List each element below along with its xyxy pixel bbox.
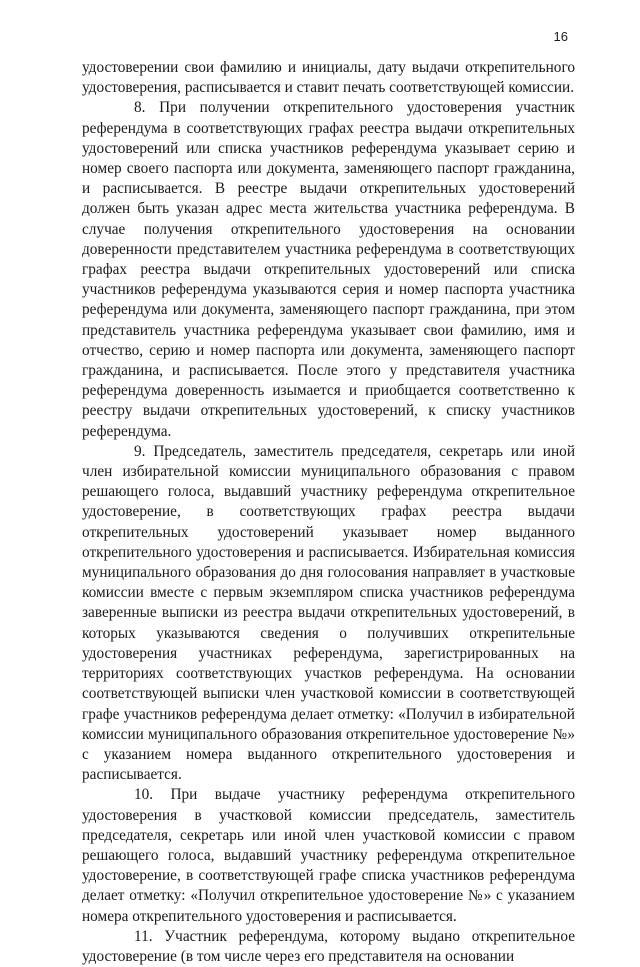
document-body xyxy=(82,58,575,967)
paragraph-item-10: 10. При выдаче участнику референдума открепительного удостоверения в участковой комиссии председатель, заместитель председателя, секретарь или иной член участковой комиссии с правом решающего голоса, выдавший участнику референдума открепительное удостоверение, в соответствующей графе списка участников референдума делает отметку: «Получил открепительное удостоверение №» с указанием номера открепительного удостоверения и расписывается. xyxy=(82,786,575,925)
page-number: 16 xyxy=(553,29,568,44)
paragraph-item-8: 8. При получении открепительного удостоверения участник референдума в соответствующих графах реестра выдачи открепительных удостоверений или списка участников референдума указывает серию и номер своего паспорта или документа, заменяющего паспорт гражданина, и расписывается. В реестре выдачи открепительных удостоверений должен быть указан адрес места жительства участника референдума. В случае получения открепительного удостоверения на основании доверенности представителем участника референдума в соответствующих графах реестра выдачи открепительных удостоверений или списка участников референдума указываются серия и номер паспорта участника референдума или документа, заменяющего паспорт гражданина, при этом представитель участника референдума указывает свои фамилию, имя и отчество, серию и номер паспорта или документа, заменяющего паспорт гражданина, и расписывается. После этого у представителя участника референдума доверенность изымается и приобщается соответственно к реестру выдачи открепительных удостоверений, к списку участников референдума. xyxy=(82,99,575,440)
paragraph-item-9: 9. Председатель, заместитель председателя, секретарь или иной член избирательной комиссии муниципального образования с правом решающего голоса, выдавший участнику референдума открепительное удостоверение, в соответствующих графах реестра выдачи открепительных удостоверений указывает номер выданного открепительного удостоверения и расписывается. Избирательная комиссия муниципального образования до дня голосования направляет в участковые комиссии вместе с первым экземпляром списка участников референдума заверенные выписки из реестра выдачи открепительных удостоверений, в которых указываются сведения о получивших открепительные удостоверения участниках референдума, зарегистрированных на территориях соответствующих участков референдума. На основании соответствующей выписки член участковой комиссии в соответствующей графе участников референдума делает отметку: «Получил в избирательной комиссии муниципального образования открепительное удостоверение №» с указанием номера выданного открепительного удостоверения и расписывается. xyxy=(82,442,575,784)
paragraph-continuation: удостоверении свои фамилию и инициалы, дату выдачи открепительного удостоверения, расписывается и ставит печать соответствующей комиссии. xyxy=(82,59,575,97)
paragraph-item-11: 11. Участник референдума, которому выдано открепительное удостоверение (в том числе через его представителя на основании xyxy=(82,927,575,965)
